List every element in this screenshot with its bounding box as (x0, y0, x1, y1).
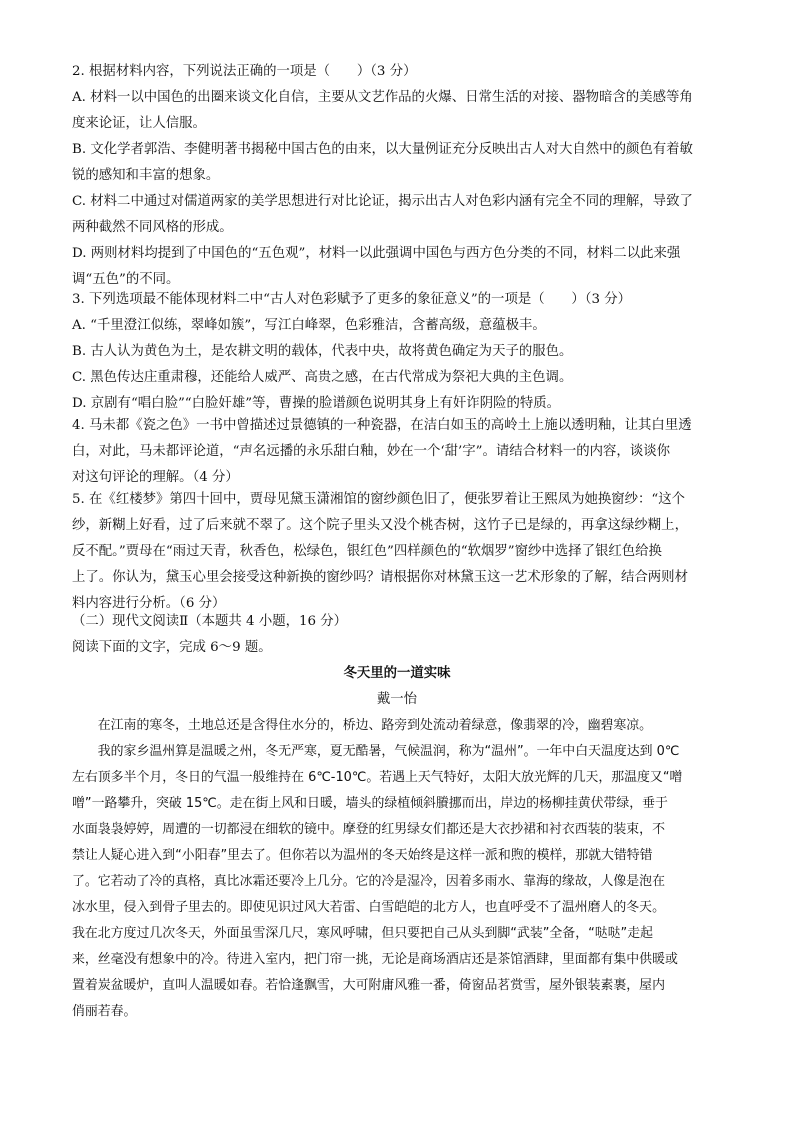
question-4-line-2: 白，对此，马未都评论道，“声名远播的永乐甜白釉，妙在一个‘甜’字”。请结合材料一的内容，谈谈你 (72, 444, 670, 459)
question-4-line-3: 对这句评论的理解。（4 分） (72, 470, 239, 485)
option-d-line-1: D. 两则材料均提到了中国色的“五色观”，材料一以此强调中国色与西方色分类的不同，材料二以此来强 (72, 246, 681, 261)
essay-line: 冰水里，侵入到骨子里去的。即使见识过风大若雷、白雪皑皑的北方人，也直呼受不了温州磨人的冬天。 (72, 900, 665, 915)
question-2 (72, 59, 732, 293)
essay-body (72, 713, 732, 1025)
question-2-stem: 2. 根据材料内容，下列说法正确的一项是（ ）（3 分） (72, 64, 417, 79)
question-5-line-2: 纱，新糊上好看，过了后来就不翠了。这个院子里头又没个桃杏树，这竹子已是绿的，再拿这绿纱糊上， (72, 518, 688, 533)
question-5-line-4: 上了。你认为，黛玉心里会接受这种新换的窗纱吗？请根据你对林黛玉这一艺术形象的了解，结合两则材 (72, 570, 688, 585)
question-5 (72, 487, 732, 617)
question-4-line-1: 4. 马未都《瓷之色》一书中曾描述过景德镇的一种瓷器，在洁白如玉的高岭土上施以透明釉，让其白里透 (72, 418, 692, 433)
essay-line: 俏丽若春。 (72, 1004, 137, 1019)
option-b: B. 古人认为黄色为土，是农耕文明的载体，代表中央，故将黄色确定为天子的服色。 (72, 344, 573, 359)
essay-line: 置着炭盆暖炉，直叫人温暖如春。若恰逢飘雪，大可附庸风雅一番，倚窗品茗赏雪，屋外银装素裹，屋内 (72, 978, 665, 993)
option-b-line-2: 锐的感知和丰富的想象。 (72, 168, 220, 183)
option-c-line-1: C. 材料二中通过对儒道两家的美学思想进行对比论证，揭示出古人对色彩内涵有完全不同的理解，导致了 (72, 194, 693, 209)
section-heading: （二）现代文阅读Ⅱ（本题共 4 小题，16 分） (72, 614, 348, 629)
essay-line: 了。它若动了冷的真格，真比冰霜还要冷上几分。它的冷是湿冷，因着多雨水、靠海的缘故，人像是泡在 (72, 874, 665, 889)
essay-line: 左右顶多半个月，冬日的气温一般维持在 6℃-10℃。若遇上天气特好，太阳大放光辉的几天，那温度又“噌 (72, 770, 683, 785)
question-3-stem: 3. 下列选项最不能体现材料二中“古人对色彩赋予了更多的象征意义”的一项是（ ）（3 分） (72, 292, 632, 307)
essay-line: 禁让人疑心进入到“小阳春”里去了。但你若以为温州的冬天始终是这样一派和煦的模样，那就大错特错 (72, 848, 653, 863)
option-a-line-1: A. 材料一以中国色的出圈来谈文化自信，主要从文艺作品的火爆、日常生活的对接、器物暗含的美感等角 (72, 90, 693, 105)
essay-line: 在江南的寒冬，土地总还是含得住水分的，桥边、路旁到处流动着绿意，像翡翠的冷，幽碧寒凉。 (72, 718, 653, 733)
option-a-line-2: 度来论证，让人信服。 (72, 116, 206, 131)
essay-line: 来，丝毫没有想象中的冷。待进入室内，把门帘一挑，无论是商场酒店还是茶馆酒肆，里面都有集中供暖或 (72, 952, 678, 967)
question-3 (72, 287, 732, 417)
essay-title: 冬天里的一道实味 (343, 666, 451, 681)
question-5-line-3: 反不配。”贾母在“雨过天青，秋香色，松绿色，银红色”四样颜色的“软烟罗”窗纱中选择了银红色给换 (72, 544, 662, 559)
essay-author: 戴一怡 (376, 692, 418, 707)
option-c: C. 黑色传达庄重肃穆，还能给人威严、高贵之感，在古代常成为祭祀大典的主色调。 (72, 370, 573, 385)
option-d-line-2: 调“五色”的不同。 (72, 272, 180, 287)
essay-line: 我的家乡温州算是温暖之州，冬无严寒，夏无酷暑，气候温润，称为“温州”。一年中白天温度达到 0℃ (72, 744, 680, 759)
essay-line: 噌”一路攀升，突破 15℃。走在街上风和日暖，墙头的绿植倾斜賸挪而出，岸边的杨柳挂黄伏带绿，垂于 (72, 796, 668, 811)
question-5-line-1: 5. 在《红楼梦》第四十回中，贾母见黛玉潇湘馆的窗纱颜色旧了，便张罗着让王熙凤为她换窗纱：“这个 (72, 492, 686, 507)
section-header (72, 609, 732, 661)
option-b-line-1: B. 文化学者郭浩、李健明著书揭秘中国古色的由来，以大量例证充分反映出古人对大自然中的颜色有着敏 (72, 142, 693, 157)
question-4 (72, 413, 732, 491)
essay-line: 水面袅袅婷婷，周遭的一切都浸在细软的镜中。摩登的红男绿女们都还是大衣抄裙和衬衣西装的装束，不 (72, 822, 665, 837)
question-5-line-5: 料内容进行分析。（6 分） (72, 596, 226, 611)
option-c-line-2: 两种截然不同风格的形成。 (72, 220, 233, 235)
section-instruction: 阅读下面的文字，完成 6～9 题。 (72, 640, 272, 655)
option-a: A. “千里澄江似练，翠峰如簇”，写江白峰翠，色彩雅洁，含蓄高级，意蕴极丰。 (72, 318, 546, 333)
essay-line: 我在北方度过几次冬天，外面虽雪深几尺，寒风呼啸，但只要把自己从头到脚“武装”全备，“哒哒”走起 (72, 926, 654, 941)
option-d: D. 京剧有“唱白脸”“白脸奸雄”等，曹操的脸谱颜色说明其身上有奸诈阴险的特质。 (72, 396, 561, 411)
